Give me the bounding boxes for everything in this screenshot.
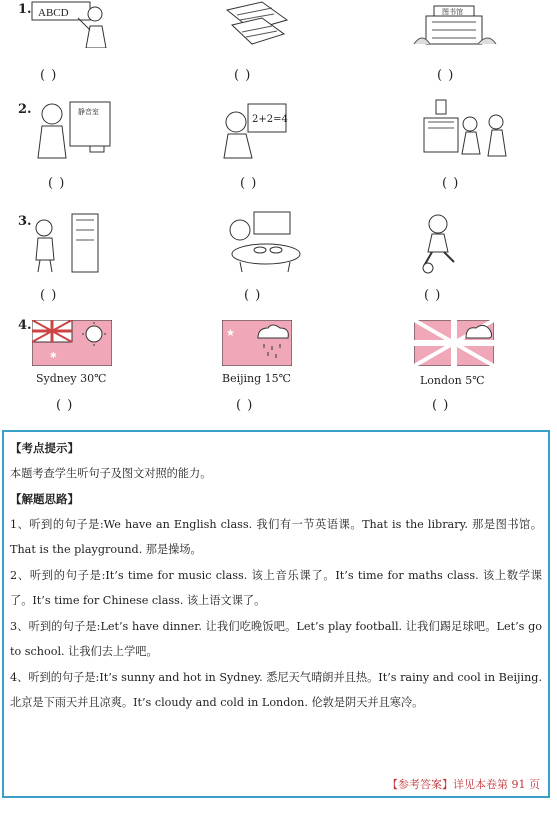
answer-blank[interactable]: ( ) (240, 176, 258, 191)
solution-heading: 【解题思路】 (10, 491, 79, 506)
question-number: 4. (18, 318, 32, 333)
english-class-picture (30, 0, 110, 48)
go-to-school-picture (30, 210, 104, 274)
weather-caption: Beijing 15℃ (222, 372, 291, 385)
answer-reference: 【参考答案】详见本卷第 91 页 (387, 778, 540, 791)
question-3 (0, 208, 557, 312)
school-building-picture (410, 2, 500, 50)
sign-text: 图书馆 (442, 8, 463, 16)
key-points-heading: 【考点提示】 (10, 441, 79, 455)
question-number: 3. (18, 214, 32, 229)
answer-blank[interactable]: ( ) (432, 398, 450, 413)
beijing-rainy-flag-picture (222, 320, 292, 366)
question-number: 1. (18, 2, 32, 17)
weather-caption: London 5℃ (420, 374, 485, 387)
london-cloudy-flag-picture (414, 320, 494, 366)
answer-blank[interactable]: ( ) (48, 176, 66, 191)
answer-blank[interactable]: ( ) (442, 176, 460, 191)
board-text: ABCD (38, 7, 69, 19)
answer-blank[interactable]: ( ) (40, 68, 58, 83)
board-text: 静音室 (78, 108, 99, 116)
answer-blank[interactable]: ( ) (56, 398, 74, 413)
svg-text:✱: ✱ (50, 351, 57, 360)
key-points-text: 本题考查学生听句子及图文对照的能力。 (10, 467, 212, 480)
solution-item-1: 1、听到的句子是:We have an English class. 我们有一节英语课。That is the library. 那是图书馆。That is the playground. 那是操场。 (10, 517, 542, 556)
question-2 (0, 96, 557, 206)
answer-blank[interactable]: ( ) (236, 398, 254, 413)
solution-item-3: 3、听到的句子是:Let’s have dinner. 让我们吃晚饭吧。Let’s play football. 让我们踢足球吧。Let’s go to school. 让我们去上学吧。 (10, 619, 542, 658)
question-1 (0, 0, 557, 100)
have-dinner-picture (220, 210, 304, 272)
maths-class-picture (222, 100, 288, 160)
question-number: 2. (18, 102, 32, 117)
play-football-picture (414, 210, 474, 274)
answer-blank[interactable]: ( ) (437, 68, 455, 83)
answer-blank[interactable]: ( ) (424, 288, 442, 303)
answer-blank[interactable]: ( ) (244, 288, 262, 303)
svg-text:★: ★ (226, 328, 235, 339)
solution-item-4: 4、听到的句子是:It’s sunny and hot in Sydney. 悉尼天气晴朗并且热。It’s rainy and cool in Beijing. 北京是下雨天并且凉爽。It’s cloudy and cold in London. 伦敦是阴天并且寒冷。 (10, 670, 542, 709)
explanation-box (2, 430, 550, 798)
question-4 (0, 312, 557, 424)
answer-blank[interactable]: ( ) (234, 68, 252, 83)
answer-blank[interactable]: ( ) (40, 288, 58, 303)
music-class-picture (30, 98, 112, 160)
piano-class-picture (414, 98, 514, 162)
weather-caption: Sydney 30℃ (36, 372, 107, 385)
solution-item-2: 2、听到的句子是:It’s time for music class. 该上音乐课了。It’s time for maths class. 该上数学课了。It’s time for Chinese class. 该上语文课了。 (10, 568, 542, 607)
sydney-sunny-flag-picture (32, 320, 112, 366)
library-books-picture (222, 0, 292, 48)
board-text: 2+2=4 (252, 114, 288, 125)
